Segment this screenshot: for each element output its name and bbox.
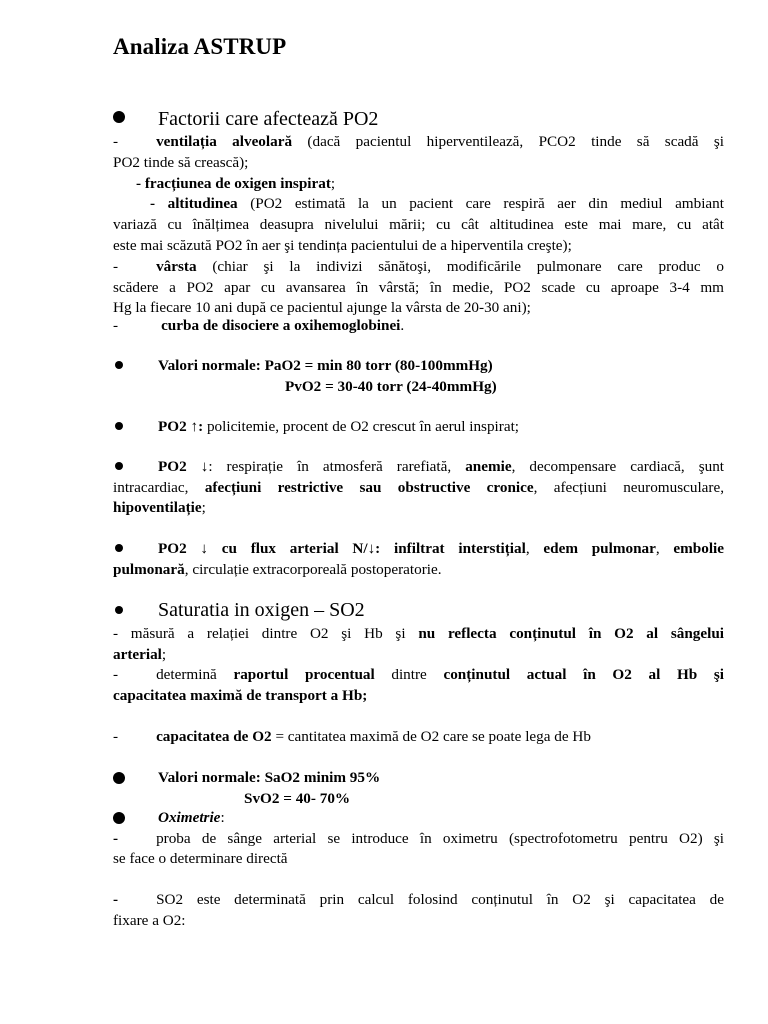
bullet-icon bbox=[113, 772, 125, 784]
po2-factor-varsta: - vârsta (chiar şi la indivizi sănătoşi, modificările pulmonare care produc o bbox=[113, 258, 725, 275]
po2-factor-varsta-cont2: Hg la fiecare 10 ani după ce pacientul ajunge la vârsta de 20-30 ani); bbox=[113, 299, 531, 316]
so2-masura-cont: arterial; bbox=[113, 646, 167, 663]
so2-masura: - măsură a relației dintre O2 şi Hb şi nu reflecta conținutul în O2 al sângelui bbox=[113, 625, 725, 642]
bullet-icon bbox=[115, 422, 123, 430]
po2-factor-altitudinea-cont2: este mai scăzută PO2 în aer şi tendința pacientului de a hiperventila creşte); bbox=[113, 237, 572, 254]
bullet-icon bbox=[113, 812, 125, 824]
po2-factor-ventilatie-cont: PO2 tinde să crească); bbox=[113, 154, 249, 171]
bullet-icon bbox=[115, 544, 123, 552]
valori-normale-svo2: SvO2 = 40- 70% bbox=[244, 790, 351, 807]
bullet-icon bbox=[115, 462, 123, 470]
so2-determina-cont: capacitatea maximă de transport a Hb; bbox=[113, 687, 368, 704]
valori-normale-pao2: Valori normale: PaO2 = min 80 torr (80-100mmHg) bbox=[158, 357, 493, 374]
po2-flux-arterial: PO2 ↓ cu flux arterial N/↓: infiltrat interstițial, edem pulmonar, embolie bbox=[158, 540, 725, 557]
po2-factor-ventilatie: - ventilația alveolară (dacă pacientul hiperventilează, PCO2 tinde să scadă şi bbox=[113, 133, 725, 150]
oximetrie-heading: Oximetrie: bbox=[158, 809, 225, 826]
valori-normale-sao2: Valori normale: SaO2 minim 95% bbox=[158, 769, 381, 786]
po2-factor-altitudinea-cont1: variază cu înălțimea deasupra nivelului mării; cu cât altitudinea este mai mare, cu atât bbox=[113, 216, 724, 233]
po2-increased: PO2 ↑: policitemie, procent de O2 crescut în aerul inspirat; bbox=[158, 418, 520, 435]
po2-decreased-cont1: intracardiac, afecțiuni restrictive sau obstructive cronice, afecțiuni neuromusculare, bbox=[113, 479, 725, 496]
oximetrie-item-1-cont: se face o determinare directă bbox=[113, 850, 288, 867]
section-heading-po2: Factorii care afectează PO2 bbox=[158, 108, 379, 130]
section-heading-so2: Saturatia in oxigen – SO2 bbox=[158, 599, 365, 621]
oximetrie-item-2-cont: fixare a O2: bbox=[113, 912, 186, 929]
bullet-icon bbox=[115, 606, 123, 614]
po2-decreased: PO2 ↓: respirație în atmosferă rarefiată, anemie, decompensare cardiacă, şunt bbox=[158, 458, 725, 475]
bullet-icon bbox=[113, 111, 125, 123]
po2-factor-varsta-cont1: scădere a PO2 apar cu avansarea în vârstă; în medie, PO2 scade cu aproape 3-4 mm bbox=[113, 279, 724, 296]
bullet-icon bbox=[115, 361, 123, 369]
so2-determina: - determină raportul procentual dintre conținutul actual în O2 al Hb şi bbox=[113, 666, 724, 683]
oximetrie-item-1: - proba de sânge arterial se introduce în oximetru (spectrofotometru pentru O2) şi bbox=[113, 830, 724, 847]
valori-normale-pvo2: PvO2 = 30-40 torr (24-40mmHg) bbox=[285, 378, 497, 395]
so2-capacitatea: - capacitatea de O2 = cantitatea maximă de O2 care se poate lega de Hb bbox=[113, 728, 591, 745]
po2-factor-curba: - curba de disociere a oxihemoglobinei. bbox=[113, 317, 405, 334]
po2-factor-fractiunea: - fracțiunea de oxigen inspirat; bbox=[136, 175, 336, 192]
po2-factor-altitudinea: - altitudinea (PO2 estimată la un pacient care respiră aer din mediul ambiant bbox=[150, 195, 724, 212]
po2-decreased-cont2: hipoventilație; bbox=[113, 499, 206, 516]
po2-flux-arterial-cont: pulmonară, circulație extracorporeală postoperatorie. bbox=[113, 561, 442, 578]
oximetrie-item-2: - SO2 este determinată prin calcul folosind conținutul în O2 şi capacitatea de bbox=[113, 891, 724, 908]
page-title: Analiza ASTRUP bbox=[113, 34, 287, 59]
